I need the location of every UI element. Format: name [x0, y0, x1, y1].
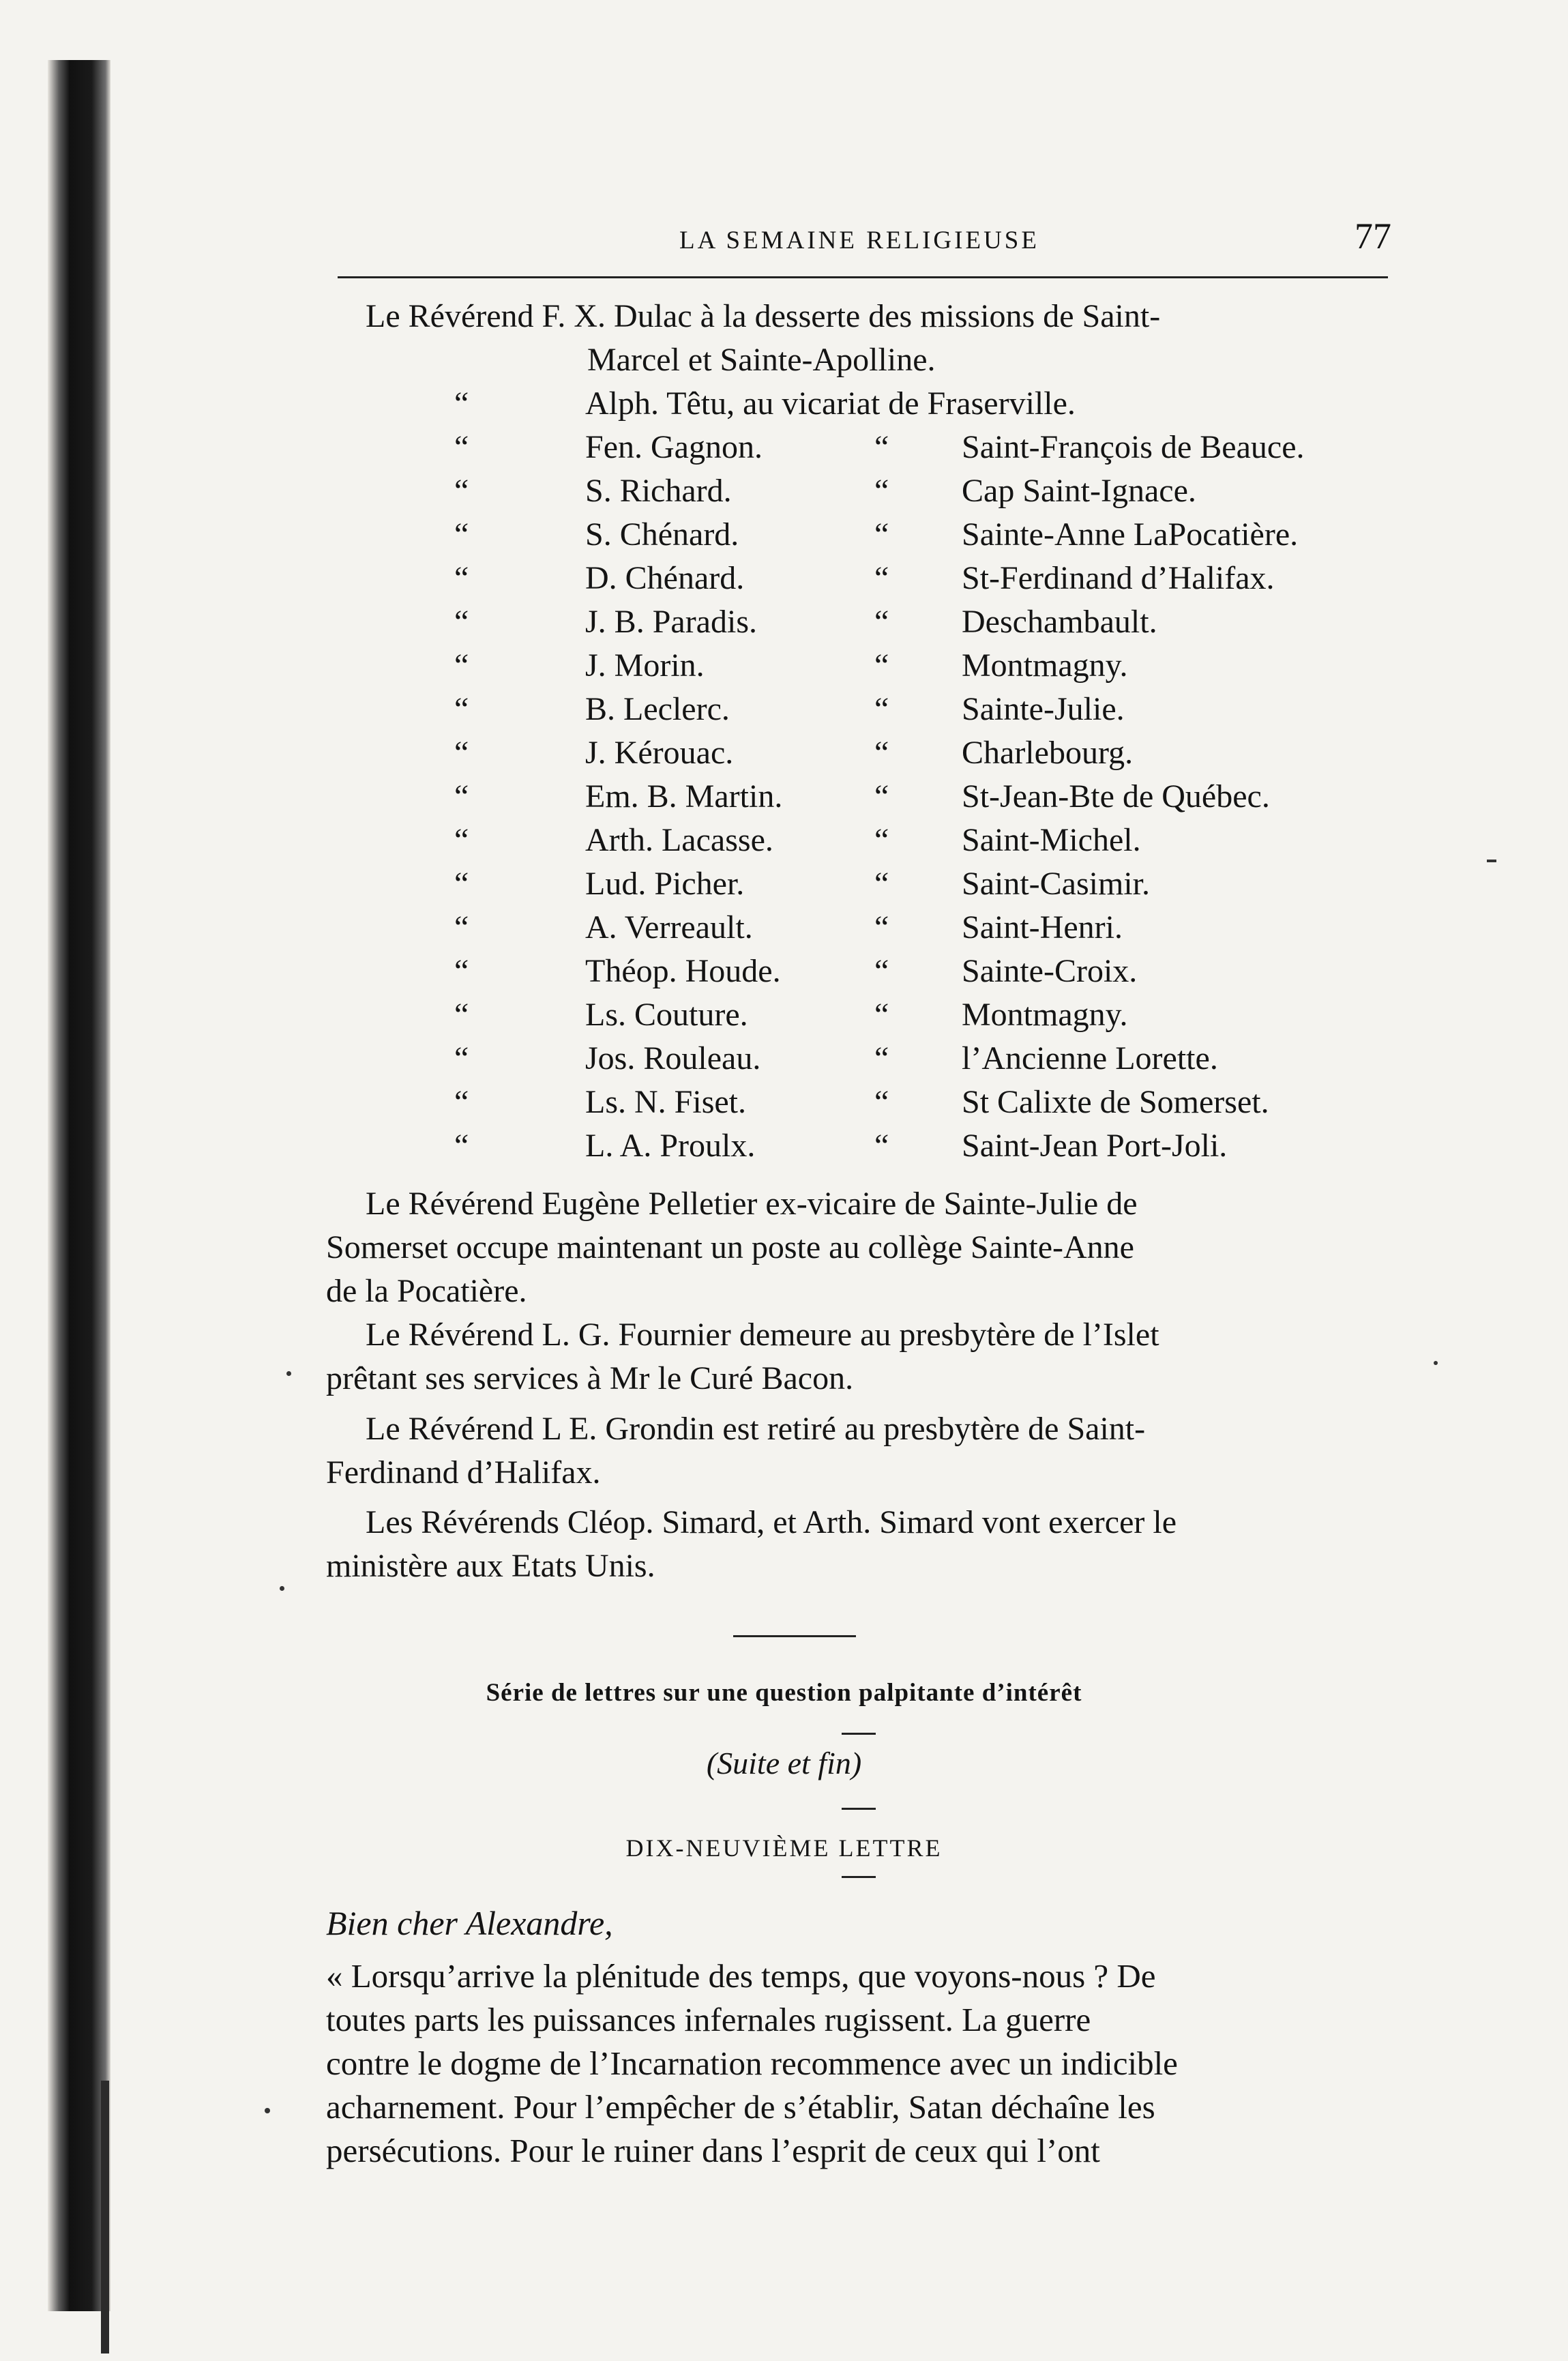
paragraph-line: Les Révérends Cléop. Simard, et Arth. Simard vont exercer le — [366, 1504, 1177, 1540]
priest-name: A. Verreault. — [585, 909, 753, 945]
ditto-mark: “ — [454, 909, 469, 945]
page-header — [327, 216, 1391, 261]
paragraph-line: Le Révérend L E. Grondin est retiré au presbytère de Saint- — [366, 1411, 1146, 1447]
appointment-row — [0, 1037, 1568, 1081]
priest-name: Alph. Têtu, au vicariat de Fraserville. — [585, 385, 1076, 422]
appointment-row — [0, 426, 1568, 469]
ditto-mark: “ — [874, 560, 889, 596]
ditto-mark: “ — [454, 473, 469, 509]
series-title: Série de lettres sur une question palpitante d’intérêt — [486, 1679, 1082, 1707]
appointment-row — [0, 1124, 1568, 1168]
parish-name: St Calixte de Somerset. — [962, 1084, 1269, 1120]
parish-name: Montmagny. — [962, 647, 1128, 684]
appointment-row — [0, 644, 1568, 688]
print-speck — [1434, 1361, 1438, 1365]
ditto-mark: “ — [874, 647, 889, 684]
ditto-mark: “ — [454, 647, 469, 684]
paragraph-simard — [326, 1501, 1390, 1588]
ditto-mark: “ — [454, 429, 469, 465]
priest-name: D. Chénard. — [585, 560, 745, 596]
paragraph-grondin — [326, 1407, 1390, 1495]
print-speck — [265, 2108, 270, 2113]
ditto-mark: “ — [454, 1040, 469, 1076]
parish-name: Sainte-Julie. — [962, 691, 1125, 727]
ditto-mark: “ — [454, 866, 469, 902]
paragraph-line: de la Pocatière. — [326, 1273, 527, 1309]
ditto-mark: “ — [454, 691, 469, 727]
appointment-row — [0, 862, 1568, 906]
priest-name: Ls. N. Fiset. — [585, 1084, 747, 1120]
parish-name: St-Jean-Bte de Québec. — [962, 778, 1270, 815]
print-speck — [1487, 860, 1496, 862]
ditto-mark: “ — [874, 909, 889, 945]
salutation: Bien cher Alexandre, — [326, 1904, 613, 1942]
paragraph-line: prêtant ses services à Mr le Curé Bacon. — [326, 1360, 854, 1396]
parish-name: Saint-François de Beauce. — [962, 429, 1305, 465]
priest-name: J. Morin. — [585, 647, 705, 684]
letter-body — [326, 1954, 1390, 2173]
parish-name: Saint-Jean Port-Joli. — [962, 1128, 1228, 1164]
ditto-mark: “ — [874, 1084, 889, 1120]
parish-name: Sainte-Croix. — [962, 953, 1138, 989]
first-appointment — [366, 295, 1389, 382]
appointment-row — [0, 600, 1568, 644]
paragraph-line: Ferdinand d’Halifax. — [326, 1454, 601, 1491]
first-appointment-line-1: Le Révérend F. X. Dulac à la desserte des missions de Saint- — [366, 298, 1161, 334]
priest-name: Lud. Picher. — [585, 866, 745, 902]
appointment-row — [0, 731, 1568, 775]
appointment-row — [0, 1081, 1568, 1124]
header-rule — [338, 276, 1388, 278]
priest-name: J. B. Paradis. — [585, 604, 757, 640]
ditto-mark: “ — [454, 953, 469, 989]
ditto-mark: “ — [454, 778, 469, 815]
ditto-mark: “ — [454, 1084, 469, 1120]
priest-name: S. Richard. — [585, 473, 732, 509]
priest-name: J. Kérouac. — [585, 735, 734, 771]
ditto-mark: “ — [454, 604, 469, 640]
priest-name: Théop. Houde. — [585, 953, 781, 989]
priest-name: Arth. Lacasse. — [585, 822, 773, 858]
appointment-row — [0, 382, 1568, 426]
parish-name: Montmagny. — [962, 997, 1128, 1033]
appointment-row — [0, 513, 1568, 557]
ditto-mark: “ — [454, 822, 469, 858]
priest-name: Fen. Gagnon. — [585, 429, 763, 465]
ditto-mark: “ — [454, 1128, 469, 1164]
letter-line: persécutions. Pour le ruiner dans l’esprit de ceux qui l’ont — [326, 2132, 1100, 2169]
priest-name: Em. B. Martin. — [585, 778, 783, 815]
appointment-row — [0, 906, 1568, 950]
letter-line: toutes parts les puissances infernales rugissent. La guerre — [326, 2001, 1091, 2038]
title-dash — [842, 1876, 876, 1878]
binding-edge — [101, 2081, 109, 2353]
ditto-mark: “ — [874, 691, 889, 727]
parish-name: Cap Saint-Ignace. — [962, 473, 1196, 509]
paragraph-line: Somerset occupe maintenant un poste au collège Sainte-Anne — [326, 1229, 1134, 1265]
first-appointment-line-2: Marcel et Sainte-Apolline. — [587, 342, 936, 378]
print-speck — [286, 1371, 291, 1376]
appointment-row — [0, 557, 1568, 600]
appointment-row — [0, 688, 1568, 731]
ditto-mark: “ — [874, 473, 889, 509]
ditto-mark: “ — [874, 822, 889, 858]
parish-name: Saint-Henri. — [962, 909, 1123, 945]
ditto-mark: “ — [874, 866, 889, 902]
letter-line: acharnement. Pour l’empêcher de s’établir, Satan déchaîne les — [326, 2088, 1155, 2126]
ditto-mark: “ — [874, 604, 889, 640]
ditto-mark: “ — [874, 1128, 889, 1164]
appointment-row — [0, 469, 1568, 513]
print-speck — [280, 1586, 284, 1591]
ditto-mark: “ — [874, 778, 889, 815]
ditto-mark: “ — [874, 735, 889, 771]
ditto-mark: “ — [874, 997, 889, 1033]
letter-line: contre le dogme de l’Incarnation recommence avec un indicible — [326, 2044, 1178, 2082]
running-title: LA SEMAINE RELIGIEUSE — [679, 226, 1039, 254]
paragraph-line: Le Révérend Eugène Pelletier ex-vicaire de Sainte-Julie de — [366, 1186, 1138, 1222]
paragraph-line: ministère aux Etats Unis. — [326, 1548, 655, 1584]
priest-name: B. Leclerc. — [585, 691, 730, 727]
parish-name: Charlebourg. — [962, 735, 1134, 771]
appointment-row — [0, 819, 1568, 862]
paragraph-fournier — [326, 1313, 1390, 1401]
ditto-mark: “ — [454, 560, 469, 596]
parish-name: Sainte-Anne LaPocatière. — [962, 516, 1299, 553]
parish-name: St-Ferdinand d’Halifax. — [962, 560, 1275, 596]
ditto-mark: “ — [874, 516, 889, 553]
parish-name: Saint-Casimir. — [962, 866, 1150, 902]
parish-name: Deschambault. — [962, 604, 1157, 640]
series-suite: (Suite et fin) — [706, 1746, 862, 1780]
ditto-mark: “ — [874, 953, 889, 989]
appointment-row — [0, 775, 1568, 819]
ditto-mark: “ — [454, 385, 469, 422]
priest-name: Ls. Couture. — [585, 997, 748, 1033]
appointment-row — [0, 950, 1568, 993]
letter-title: DIX-NEUVIÈME LETTRE — [625, 1834, 943, 1862]
appointment-row — [0, 993, 1568, 1037]
priest-name: S. Chénard. — [585, 516, 739, 553]
priest-name: L. A. Proulx. — [585, 1128, 756, 1164]
ditto-mark: “ — [874, 1040, 889, 1076]
section-separator — [733, 1635, 856, 1637]
letter-line: « Lorsqu’arrive la plénitude des temps, que voyons-nous ? De — [326, 1957, 1156, 1995]
page-number: 77 — [1355, 216, 1391, 256]
ditto-mark: “ — [454, 997, 469, 1033]
paragraph-pelletier — [326, 1182, 1390, 1313]
paragraph-line: Le Révérend L. G. Fournier demeure au presbytère de l’Islet — [366, 1317, 1159, 1353]
title-dash — [842, 1808, 876, 1810]
ditto-mark: “ — [454, 735, 469, 771]
ditto-mark: “ — [874, 429, 889, 465]
priest-name: Jos. Rouleau. — [585, 1040, 761, 1076]
parish-name: Saint-Michel. — [962, 822, 1141, 858]
ditto-mark: “ — [454, 516, 469, 553]
title-dash — [842, 1733, 876, 1735]
parish-name: l’Ancienne Lorette. — [962, 1040, 1218, 1076]
